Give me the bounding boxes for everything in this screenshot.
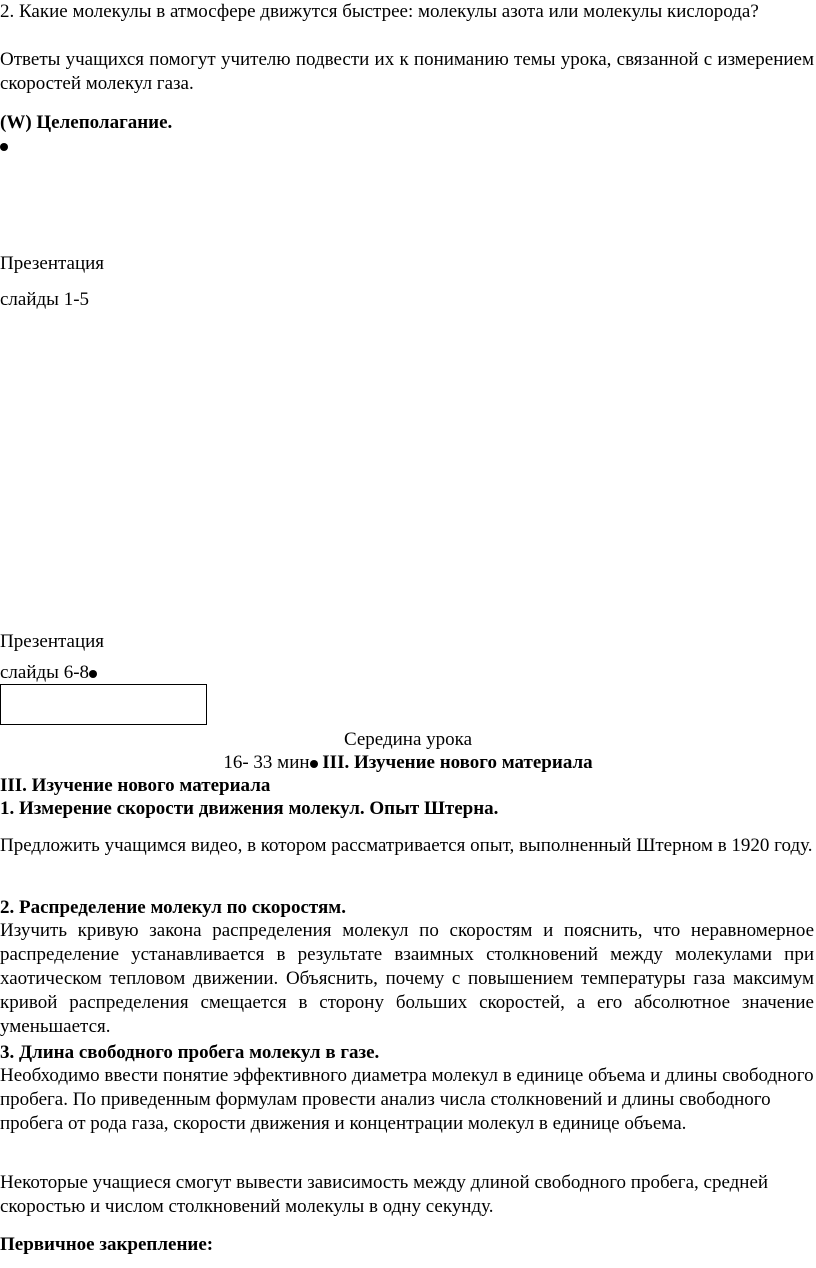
presentation-2-label: Презентация: [0, 631, 105, 652]
goal-heading: (W) Целеполагание.: [0, 112, 173, 133]
bullet-icon: [89, 670, 97, 678]
item-3-text: Необходимо ввести понятие эффективного диаметра молекул в единице объема и длины свободного пробега. По приведенным формулам провести анализ числа столкновений и длины свободного пробега от рода газа, скорости движения и концентрации молекул в единице объема.: [0, 1065, 814, 1134]
item-2-text: Изучить кривую закона распределения молекул по скоростям и пояснить, что неравномерное распределение устанавливается в результате взаимных столкновений между молекулами при хаотическом тепловом движении. Объяснить, почему с повышением температуры газа максимум кривой распределения смещается в сторону больших скоростей, а его абсолютное значение уменьшается.: [0, 920, 814, 1037]
item-1-text: Предложить учащимся видео, в котором рассматривается опыт, выполненный Штерном в 1920 году.: [0, 835, 813, 856]
question-2: 2. Какие молекулы в атмосфере движутся быстрее: молекулы азота или молекулы кислорода?: [0, 1, 759, 22]
presentation-1-label: Презентация: [0, 253, 105, 274]
item-2-heading: 2. Распределение молекул по скоростям.: [0, 897, 346, 918]
presentation-2-slides: слайды 6-8: [0, 662, 90, 683]
item-1-heading: 1. Измерение скорости движения молекул. Опыт Штерна.: [0, 798, 499, 819]
middle-section: III. Изучение нового материала: [322, 752, 593, 773]
consolidation-heading: Первичное закрепление:: [0, 1234, 214, 1255]
presentation-2-slides-line: [0, 661, 814, 685]
bullet-1: [0, 134, 814, 158]
item-3-heading: 3. Длина свободного пробега молекул в газе.: [0, 1042, 380, 1063]
bullet-icon: [310, 760, 318, 768]
middle-time-line: [0, 751, 816, 775]
presentation-1-slides: слайды 1-5: [0, 289, 90, 310]
section-heading: III. Изучение нового материала: [0, 775, 271, 796]
empty-table-cell: [0, 684, 207, 725]
middle-title: Середина урока: [343, 729, 473, 750]
bullet-icon: [0, 143, 8, 151]
item-3-text-2: Некоторые учащиеся смогут вывести зависимость между длиной свободного пробега, средней скоростью и числом столкновений молекулы в одну секунду.: [0, 1172, 769, 1217]
middle-time: 16- 33 мин: [223, 752, 310, 773]
question-2-answer: Ответы учащихся помогут учителю подвести их к пониманию темы урока, связанной с измерением скоростей молекул газа.: [0, 49, 814, 94]
